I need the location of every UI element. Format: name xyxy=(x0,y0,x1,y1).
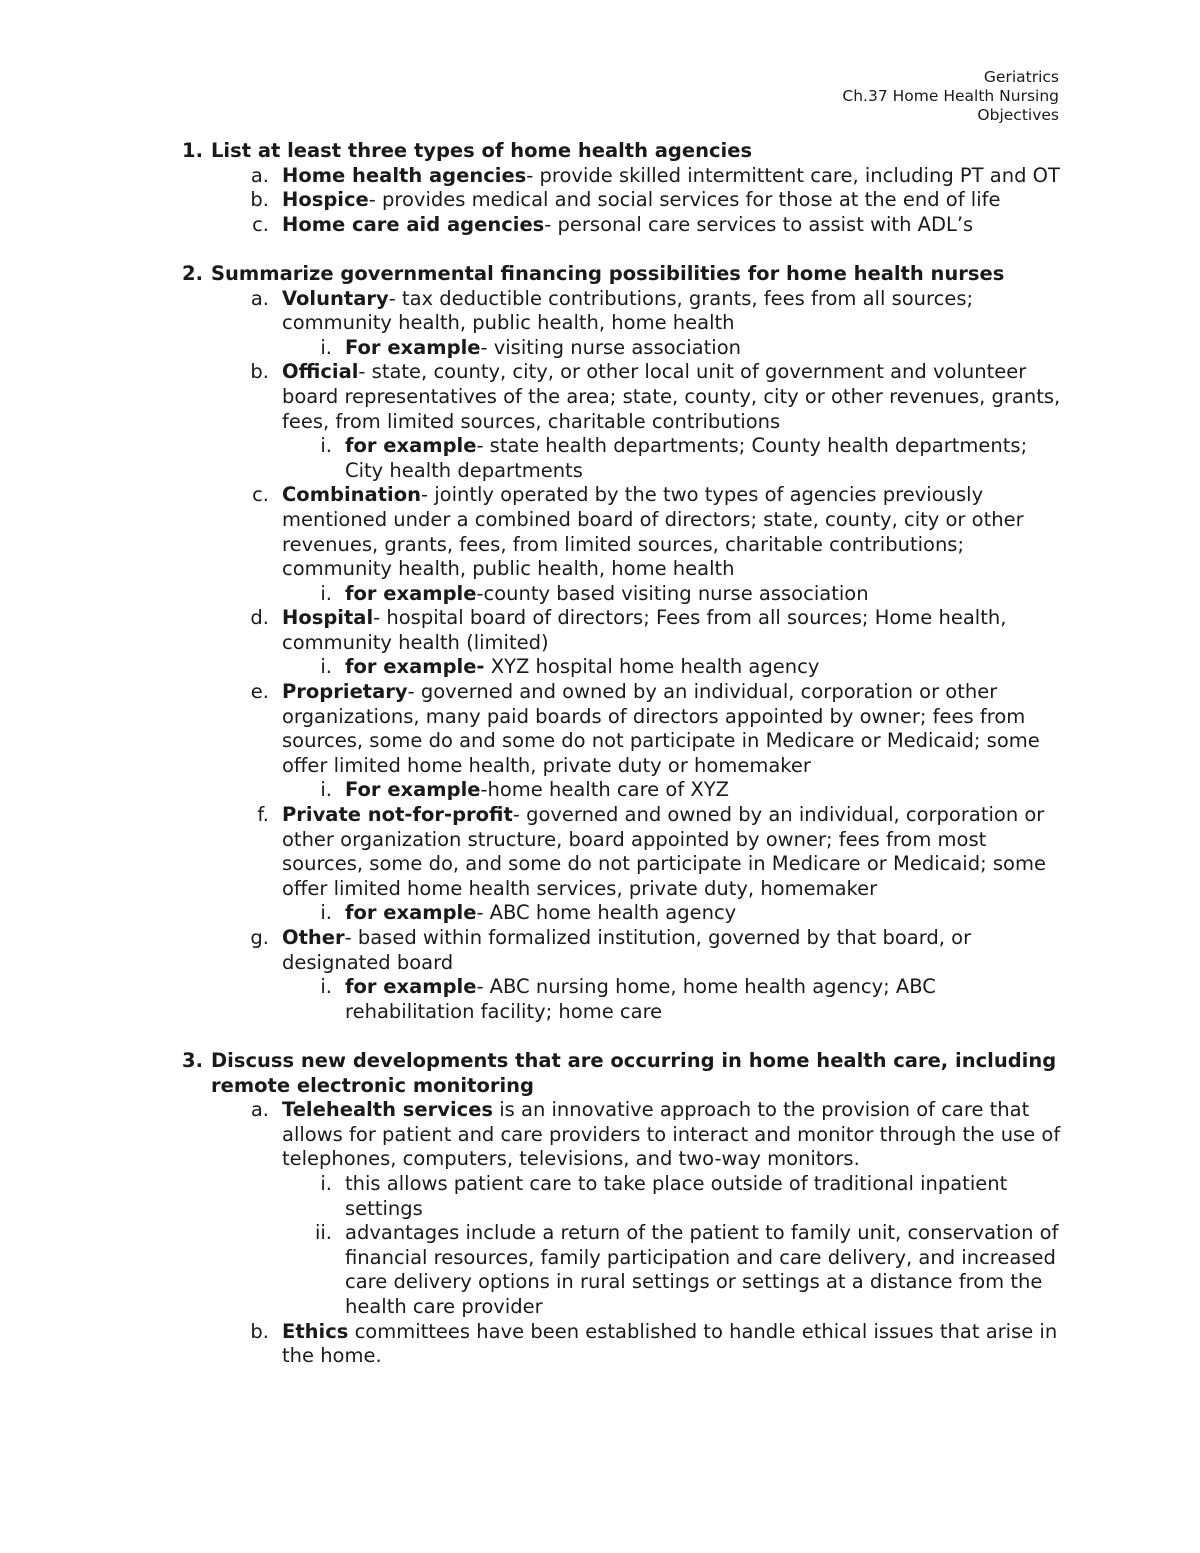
item-label: e. xyxy=(250,680,269,704)
list-item xyxy=(211,680,1065,778)
sub-item-text: - ABC nursing home, home health agency; ABC rehabilitation facility; home care xyxy=(345,975,936,1023)
sub-item-label: i. xyxy=(320,335,332,359)
objective-number: 3. xyxy=(182,1048,203,1072)
item-label: a. xyxy=(250,163,269,187)
item-label: f. xyxy=(257,803,269,827)
objective-2 xyxy=(175,262,1065,1024)
item-text: - tax deductible contributions, grants, fees from all sources; community health, public health, home health xyxy=(282,286,974,335)
sub-item xyxy=(282,778,1065,803)
objective-number: 2. xyxy=(182,261,203,285)
sub-item-label: i. xyxy=(320,434,332,458)
sub-item xyxy=(282,655,1065,680)
list-item xyxy=(211,1098,1065,1172)
item-label: d. xyxy=(250,606,269,630)
item-term: Voluntary xyxy=(282,286,389,310)
sub-item-label: i. xyxy=(320,778,332,802)
list-item xyxy=(211,483,1065,581)
item-term: Hospice xyxy=(282,188,369,212)
sub-item-term: For example xyxy=(345,778,481,802)
sub-item-term: For example xyxy=(345,335,481,359)
item-text: - provide skilled intermittent care, including PT and OT xyxy=(526,163,1060,187)
list-item xyxy=(211,164,1065,189)
item-text: committees have been established to handle ethical issues that arise in the home. xyxy=(282,1319,1058,1368)
item-label: c. xyxy=(252,483,269,507)
item-text: - provides medical and social services for those at the end of life xyxy=(368,188,1001,212)
item-term: Combination xyxy=(282,483,421,507)
sub-item xyxy=(282,434,1065,483)
item-label: b. xyxy=(250,360,269,384)
item-text: - based within formalized institution, governed by that board, or designated board xyxy=(282,926,972,974)
sub-item xyxy=(282,901,1065,926)
item-label: c. xyxy=(252,212,269,236)
sub-item xyxy=(282,1221,1065,1319)
list-item xyxy=(211,360,1065,434)
item-term: Ethics xyxy=(282,1319,349,1343)
item-label: a. xyxy=(250,1098,269,1122)
objective-title: Discuss new developments that are occurring in home health care, including remote electronic monitoring xyxy=(211,1048,1057,1097)
sub-item-label: i. xyxy=(320,975,332,999)
item-label: g. xyxy=(250,926,269,949)
course-name: Geriatrics xyxy=(983,68,1059,86)
item-text: - state, county, city, or other local unit of government and volunteer board representatives of the area; state, county, city or other revenues, grants, fees, from limited sources, charitable contributions xyxy=(282,360,1061,433)
sub-item-label: ii. xyxy=(314,1221,332,1245)
objective-3 xyxy=(175,1049,1065,1369)
objective-title: List at least three types of home health agencies xyxy=(211,139,753,162)
list-item xyxy=(211,926,1065,975)
sub-item xyxy=(282,975,1065,1024)
item-term: Hospital xyxy=(282,606,374,630)
objective-number: 1. xyxy=(182,139,203,162)
sub-item xyxy=(282,336,1065,361)
sub-item-text: - state health departments; County health departments; City health departments xyxy=(345,434,1028,482)
list-item xyxy=(211,213,1065,238)
sub-item-text: - visiting nurse association xyxy=(480,335,741,359)
list-item xyxy=(211,1320,1065,1369)
sub-item-term: for example- xyxy=(345,655,485,679)
document-header xyxy=(842,68,1059,125)
sub-item xyxy=(282,582,1065,607)
item-text: - governed and owned by an individual, corporation or other organizations, many paid boards of directors appointed by owner; fees from sources, some do and some do not participate in Medicare or Medicaid; some offer limited home health, private duty or homemaker xyxy=(282,680,1040,777)
list-item xyxy=(211,606,1065,655)
objectives-list xyxy=(175,139,1065,1369)
item-text: - jointly operated by the two types of agencies previously mentioned under a combined board of directors; state, county, city or other revenues, grants, fees, from limited sources, charitable contributions; community health, public health, home health xyxy=(282,483,1024,581)
sub-item-label: i. xyxy=(320,901,332,925)
list-item xyxy=(211,803,1065,901)
list-item xyxy=(211,188,1065,213)
sub-item-text: -home health care of XYZ xyxy=(480,778,730,802)
chapter-title: Ch.37 Home Health Nursing xyxy=(842,87,1059,105)
item-term: Proprietary xyxy=(282,680,408,704)
sub-item-term: for example xyxy=(345,434,477,458)
list-item xyxy=(211,287,1065,336)
item-text: - personal care services to assist with ADL’s xyxy=(544,212,974,236)
sub-item-term: for example xyxy=(345,975,477,999)
item-term: Private not-for-profit xyxy=(282,803,513,827)
objective-title: Summarize governmental financing possibilities for home health nurses xyxy=(211,261,1005,285)
sub-item-term: for example xyxy=(345,581,477,605)
sub-item-text: XYZ hospital home health agency xyxy=(484,655,820,679)
item-text: - hospital board of directors; Fees from all sources; Home health, community health (limited) xyxy=(282,606,1007,654)
sub-item-text: this allows patient care to take place outside of traditional inpatient settings xyxy=(345,1171,1008,1220)
sub-item-text: -county based visiting nurse association xyxy=(476,581,869,605)
sub-item-label: i. xyxy=(320,581,332,605)
objective-1 xyxy=(175,139,1065,237)
sub-item xyxy=(282,1172,1065,1221)
item-label: a. xyxy=(250,286,269,310)
sub-item-text: - ABC home health agency xyxy=(476,901,737,925)
item-text: is an innovative approach to the provision of care that allows for patient and care providers to interact and monitor through the use of telephones, computers, televisions, and two-way monitors. xyxy=(282,1098,1061,1171)
sub-item-term: for example xyxy=(345,901,477,925)
item-term: Home health agencies xyxy=(282,163,527,187)
item-label: b. xyxy=(250,1319,269,1343)
sub-item-text: advantages include a return of the patient to family unit, conservation of financial resources, family participation and care delivery, and increased care delivery options in rural settings or settings at a distance from the health care provider xyxy=(345,1221,1059,1318)
item-term: Telehealth services xyxy=(282,1098,494,1122)
item-term: Official xyxy=(282,360,359,384)
item-term: Home care aid agencies xyxy=(282,212,545,236)
sub-item-label: i. xyxy=(320,655,332,679)
sub-item-label: i. xyxy=(320,1171,332,1195)
item-text: - governed and owned by an individual, corporation or other organization structure, board appointed by owner; fees from most sources, some do, and some do not participate in Medicare or Medicaid; some offer limited home health services, private duty, homemaker xyxy=(282,803,1046,900)
section-title: Objectives xyxy=(977,106,1059,124)
item-term: Other xyxy=(282,926,345,949)
item-label: b. xyxy=(250,188,269,212)
